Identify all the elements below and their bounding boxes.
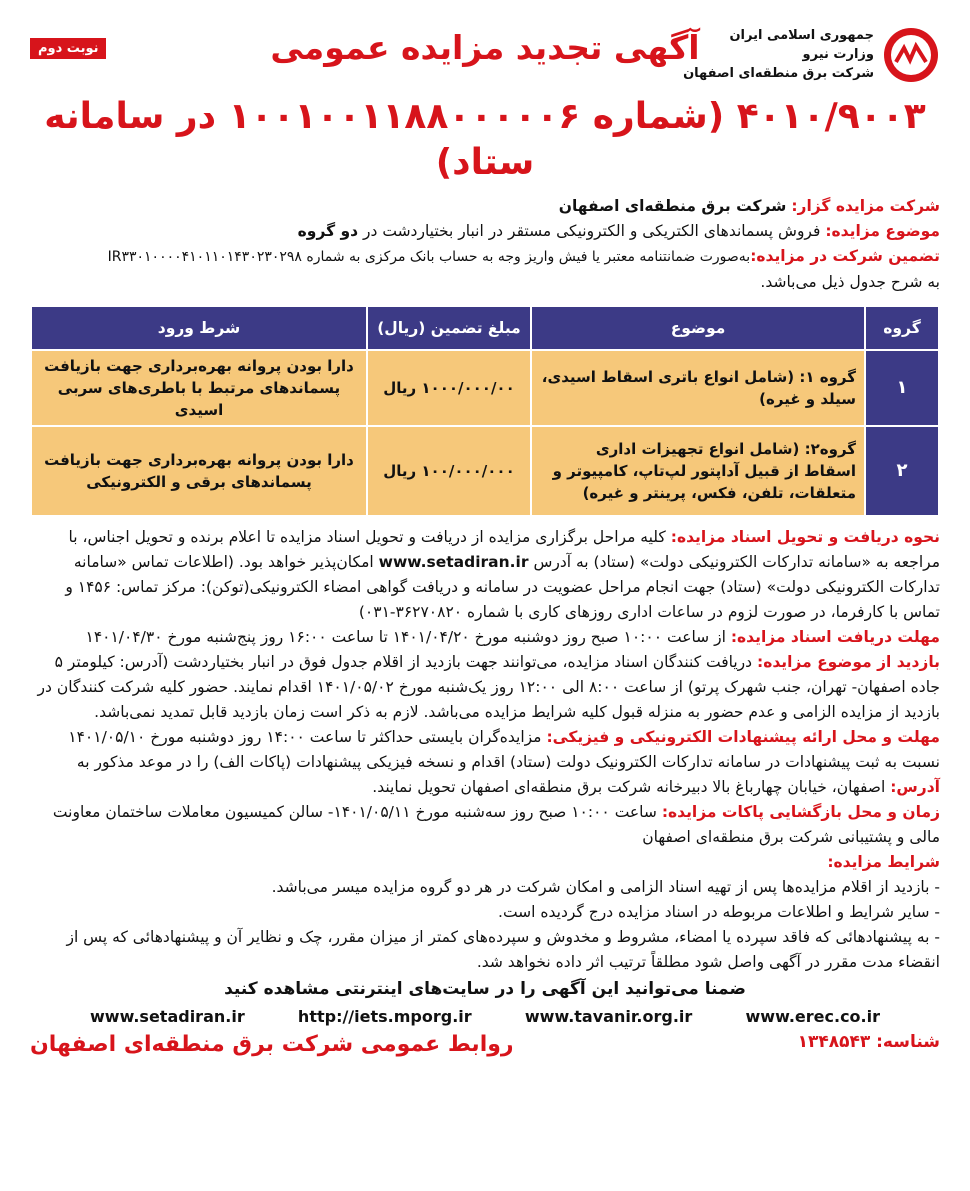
opening-paragraph — [30, 800, 940, 850]
list-item: - سایر شرایط و اطلاعات مربوطه در اسناد مزایده درج گردیده است. — [498, 903, 940, 921]
org-line-2: وزارت نیرو — [802, 47, 874, 62]
col-subject: موضوع — [531, 306, 865, 350]
list-item: - بازدید از اقلام مزایده‌ها پس از تهیه اسناد الزامی و امکان شرکت در هر دو گروه مزایده میسر می‌باشد. — [271, 878, 940, 896]
guarantee-text: به‌صورت ضمانتنامه معتبر یا فیش واریز وجه به حساب بانک مرکزی به شماره IR۳۳۰۱۰۰۰۰۴۱۰۱۱۰۱۴۳۰۲۳۰۲۹۸ — [107, 249, 751, 265]
offers-text: مزایده‌گران بایستی حداکثر تا ساعت ۱۴:۰۰ روز دوشنبه مورخ ۱۴۰۱/۰۵/۱۰ نسبت به ثبت پیشنهادات در سامانه تدارکات الکترونیک دولت (ستاد) اقدام و نسخه فیزیکی پیشنهادات (پاکات الف) را در موعد مذکور به — [68, 728, 940, 771]
row-group: ۱ — [865, 350, 939, 426]
visit-label: بازدید از موضوع مزایده: — [757, 653, 940, 671]
site-link-erec[interactable]: www.erec.co.ir — [745, 1007, 880, 1026]
col-amount: مبلغ تضمین (ریال) — [367, 306, 531, 350]
company-label: شرکت مزایده گزار: — [791, 197, 940, 215]
header — [30, 0, 940, 92]
sites-row — [30, 999, 940, 1026]
groups-table — [30, 305, 940, 517]
docs-label: نحوه دریافت و تحویل اسناد مزایده: — [670, 528, 940, 546]
col-condition: شرط ورود — [31, 306, 367, 350]
org-line-1: جمهوری اسلامی ایران — [729, 28, 874, 43]
address-label: آدرس: — [890, 778, 940, 796]
company-name: شرکت برق منطقه‌ای اصفهان — [558, 197, 787, 215]
row-subject: گروه ۱: (شامل انواع باتری اسقاط اسیدی، سیلد و غیره) — [531, 350, 865, 426]
offers-paragraph — [30, 725, 940, 775]
intro — [30, 194, 940, 295]
notice-code: شناسه: ۱۳۴۸۵۴۳ — [797, 1032, 940, 1052]
table-row — [31, 350, 939, 426]
col-group: گروه — [865, 306, 939, 350]
row-amount: ۱۰۰۰/۰۰۰/۰۰ ریال — [367, 350, 531, 426]
sites-title: ضمنا می‌توانید این آگهی را در سایت‌های اینترنتی مشاهده کنید — [224, 979, 746, 999]
deadline-label: مهلت دریافت اسناد مزایده: — [730, 628, 940, 646]
body-sections — [30, 525, 940, 975]
subject-label: موضوع مزایده: — [825, 222, 940, 240]
row-condition: دارا بودن پروانه بهره‌برداری جهت بازیافت پسماندهای مرتبط با باطری‌های سربی اسیدی — [31, 350, 367, 426]
visit-paragraph — [30, 650, 940, 725]
guarantee-line — [30, 244, 940, 270]
org-line-3: شرکت برق منطقه‌ای اصفهان — [683, 66, 874, 81]
site-link-setad[interactable]: www.setadiran.ir — [90, 1007, 245, 1026]
row-group: ۲ — [865, 426, 939, 516]
table-header-row — [31, 306, 939, 350]
site-link-iets[interactable]: http://iets.mporg.ir — [297, 1007, 472, 1026]
notice-title: آگهی تجدید مزایده عمومی — [270, 28, 700, 67]
setad-link[interactable]: www.setadiran.ir — [378, 553, 529, 571]
docs-text-1: کلیه مراحل برگزاری مزایده از دریافت و تحویل اسناد مزایده تا اعلام برنده و تحویل اجناس، با مراجعه به «سامانه تدارکات الکترونیکی دولت» (ستاد) به آدرس — [68, 528, 940, 571]
opening-label: زمان و محل بازگشایی پاکات مزایده: — [661, 803, 940, 821]
round-badge: نوبت دوم — [30, 38, 106, 59]
site-link-tavanir[interactable]: www.tavanir.org.ir — [524, 1007, 693, 1026]
subject-text: فروش پسماندهای الکتریکی و الکترونیکی مستقر در انبار بختیاردشت در — [363, 222, 821, 240]
row-condition: دارا بودن پروانه بهره‌برداری جهت بازیافت پسماندهای برقی و الکترونیکی — [31, 426, 367, 516]
conditions-label: شرایط مزایده: — [827, 853, 940, 871]
company-line — [30, 194, 940, 219]
table-row — [31, 426, 939, 516]
row-subject: گروه۲: (شامل انواع تجهیزات اداری اسقاط از قبیل آداپتور لپ‌تاپ، کامپیوتر و متعلقات، تلفن، فکس، پرینتر و غیره) — [531, 426, 865, 516]
subject-bold: دو گروه — [297, 222, 359, 240]
pr-signature: روابط عمومی شرکت برق منطقه‌ای اصفهان — [30, 1032, 514, 1057]
subject-line — [30, 219, 940, 244]
docs-paragraph — [30, 525, 940, 625]
row-amount: ۱۰۰/۰۰۰/۰۰۰ ریال — [367, 426, 531, 516]
address-text: اصفهان، خیابان چهارباغ بالا دبیرخانه شرکت برق منطقه‌ای اصفهان تحویل نمایند. — [372, 778, 886, 796]
deadline-text: از ساعت ۱۰:۰۰ صبح روز دوشنبه مورخ ۱۴۰۱/۰۴/۲۰ تا ساعت ۱۶:۰۰ روز پنج‌شنبه مورخ ۱۴۰۱/۰۴/۳۰ — [85, 628, 726, 646]
address-paragraph — [30, 775, 940, 800]
guarantee-label: تضمین شرکت در مزایده: — [750, 247, 940, 265]
docs-text-2: امکان‌پذیر خواهد بود. (اطلاعات تماس «سامانه تدارکات الکترونیکی دولت» (ستاد) جهت انجام مراحل عضویت در سامانه و دریافت گواهی امضاء الکترونیکی(توکن): مرکز تماس: ۱۴۵۶ و تماس با کارفرما، در صورت لزوم در ساعات اداری روزهای کاری با شماره ۳۶۲۷۰۸۲۰-۰۳۱) — [65, 553, 940, 621]
offers-label: مهلت و محل ارائه پیشنهادات الکترونیکی و فیزیکی: — [546, 728, 940, 746]
footer — [30, 1032, 940, 1057]
opening-text: ساعت ۱۰:۰۰ صبح روز سه‌شنبه مورخ ۱۴۰۱/۰۵/۱۱- سالن کمیسیون معاملات ساختمان معاونت مالی و پشتیبانی شرکت برق منطقه‌ای اصفهان — [52, 803, 940, 846]
conditions-list — [30, 875, 940, 975]
guarantee-tail: به شرح جدول ذیل می‌باشد. — [760, 273, 940, 291]
visit-text: دریافت کنندگان اسناد مزایده، می‌توانند جهت بازدید از اقلام جدول فوق در انبار بختیاردشت (آدرس: کیلومتر ۵ جاده اصفهان- تهران، جنب شهرک پرتو) از ساعت ۸:۰۰ الی ۱۲:۰۰ روز یک‌شنبه مورخ ۱۴۰۱/۰۵/۰۲ اقدام نمایند. حضور کلیه شرکت کنندگان در بازدید از مزایده الزامی و عدم حضور به منزله قبول کلیه شرایط مزایده می‌باشد. لازم به ذکر است زمان بازدید قابل تمدید نمی‌باشد. — [37, 653, 940, 721]
list-item: - به پیشنهادهائی که فاقد سپرده یا امضاء، مشروط و مخدوش و سپرده‌های کمتر از میزان مقرر، چک و نظایر آن و پیشنهادهائی که پس از انقضاء مدت مقرر در آگهی واصل شود مطلقاً ترتیب اثر داده نخواهد شد. — [66, 928, 940, 971]
notice-subtitle: ۴۰۱۰/۹۰۰۳ (شماره ۱۰۰۱۰۰۱۱۸۸۰۰۰۰۰۶ در سامانه ستاد) — [44, 96, 926, 183]
deadline-paragraph — [30, 625, 940, 650]
